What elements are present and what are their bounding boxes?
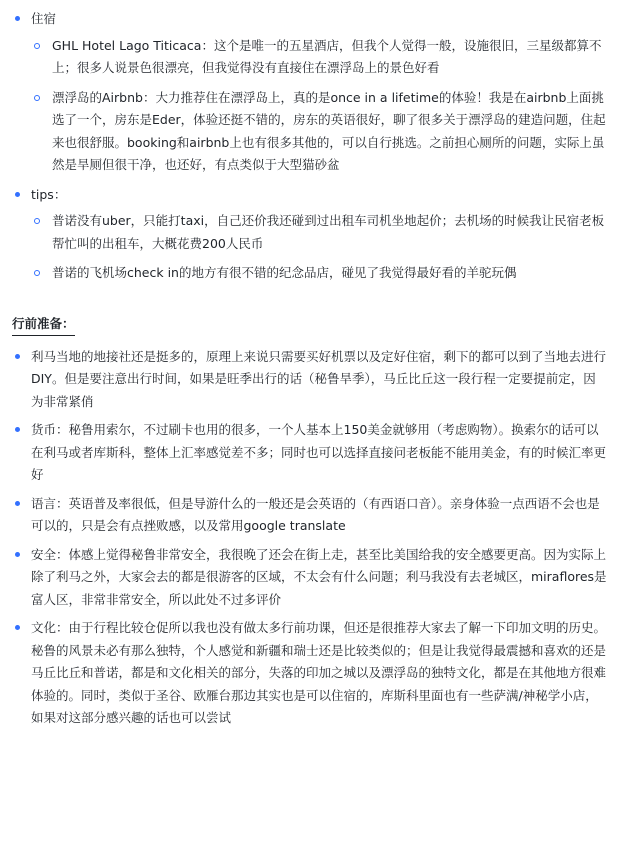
accommodation-section (12, 8, 608, 177)
accommodation-sublist (31, 35, 608, 177)
tips-section (12, 184, 608, 285)
list-item: 利马当地的地接社还是挺多的，原理上来说只需要买好机票以及定好住宿，剩下的都可以到了当地去进行DIY。但是要注意出行时间，如果是旺季出行的话（秘鲁旱季），马丘比丘这一段行程一定要提前定，因为非常紧俏 (12, 346, 608, 414)
accommodation-label: 住宿 (31, 11, 57, 26)
section-heading: 行前准备： (12, 313, 75, 336)
list-item: 漂浮岛的Airbnb：大力推荐住在漂浮岛上，真的是once in a lifetime的体验！我是在airbnb上面挑选了一个，房东是Eder，体验还挺不错的，房东的英语很好，聊了很多关于漂浮岛的建造问题，住起来也很舒服。booking和airbnb上也有很多其他的，可以自行挑选。之前担心厕所的问题，实际上虽然是旱厕但很干净，也还好，有点类似于大型猫砂盆 (31, 87, 608, 177)
list-item: 货币：秘鲁用索尔，不过刷卡也用的很多，一个人基本上150美金就够用（考虑购物）。换索尔的话可以在利马或者库斯科，整体上汇率感觉差不多；同时也可以选择直接问老板能不能用美金，有的时候汇率更好 (12, 419, 608, 487)
list-item-accommodation (12, 8, 608, 177)
tips-label: tips： (31, 186, 67, 202)
list-item: GHL Hotel Lago Titicaca：这个是唯一的五星酒店，但我个人觉得一般，设施很旧，三星级都算不上；很多人说景色很漂亮，但我觉得没有直接住在漂浮岛上的景色好看 (31, 35, 608, 80)
list-item: 普诺的飞机场check in的地方有很不错的纪念品店，碰见了我觉得最好看的羊驼玩偶 (31, 262, 608, 285)
list-item: 安全：体感上觉得秘鲁非常安全，我很晚了还会在街上走，甚至比美国给我的安全感要更高。因为实际上除了利马之外，大家会去的都是很游客的区域，不太会有什么问题；利马我没有去老城区，miraflores是富人区，非常非常安全，所以此处不过多评价 (12, 544, 608, 612)
list-item-tips (12, 184, 608, 285)
list-item: 普诺没有uber，只能打taxi，自己还价我还碰到过出租车司机坐地起价；去机场的时候我让民宿老板帮忙叫的出租车，大概花费200人民币 (31, 210, 608, 255)
list-item: 文化：由于行程比较仓促所以我也没有做太多行前功课，但还是很推荐大家去了解一下印加文明的历史。秘鲁的风景未必有那么独特，个人感觉和新疆和瑞士还是比较类似的；但是让我觉得最震撼和喜欢的还是马丘比丘和普诺，都是和文化相关的部分，失落的印加之城以及漂浮岛的独特文化，都是在其他地方很难体验的。同时，类似于圣谷、欧雁台那边其实也是可以住宿的，库斯科里面也有一些萨满/神秘学小店，如果对这部分感兴趣的话也可以尝试 (12, 617, 608, 730)
list-item: 语言：英语普及率很低，但是导游什么的一般还是会英语的（有西语口音）。亲身体验一点西语不会也是可以的，只是会有点挫败感，以及常用google translate (12, 493, 608, 538)
tips-sublist (31, 210, 608, 285)
preparation-section (12, 292, 608, 730)
